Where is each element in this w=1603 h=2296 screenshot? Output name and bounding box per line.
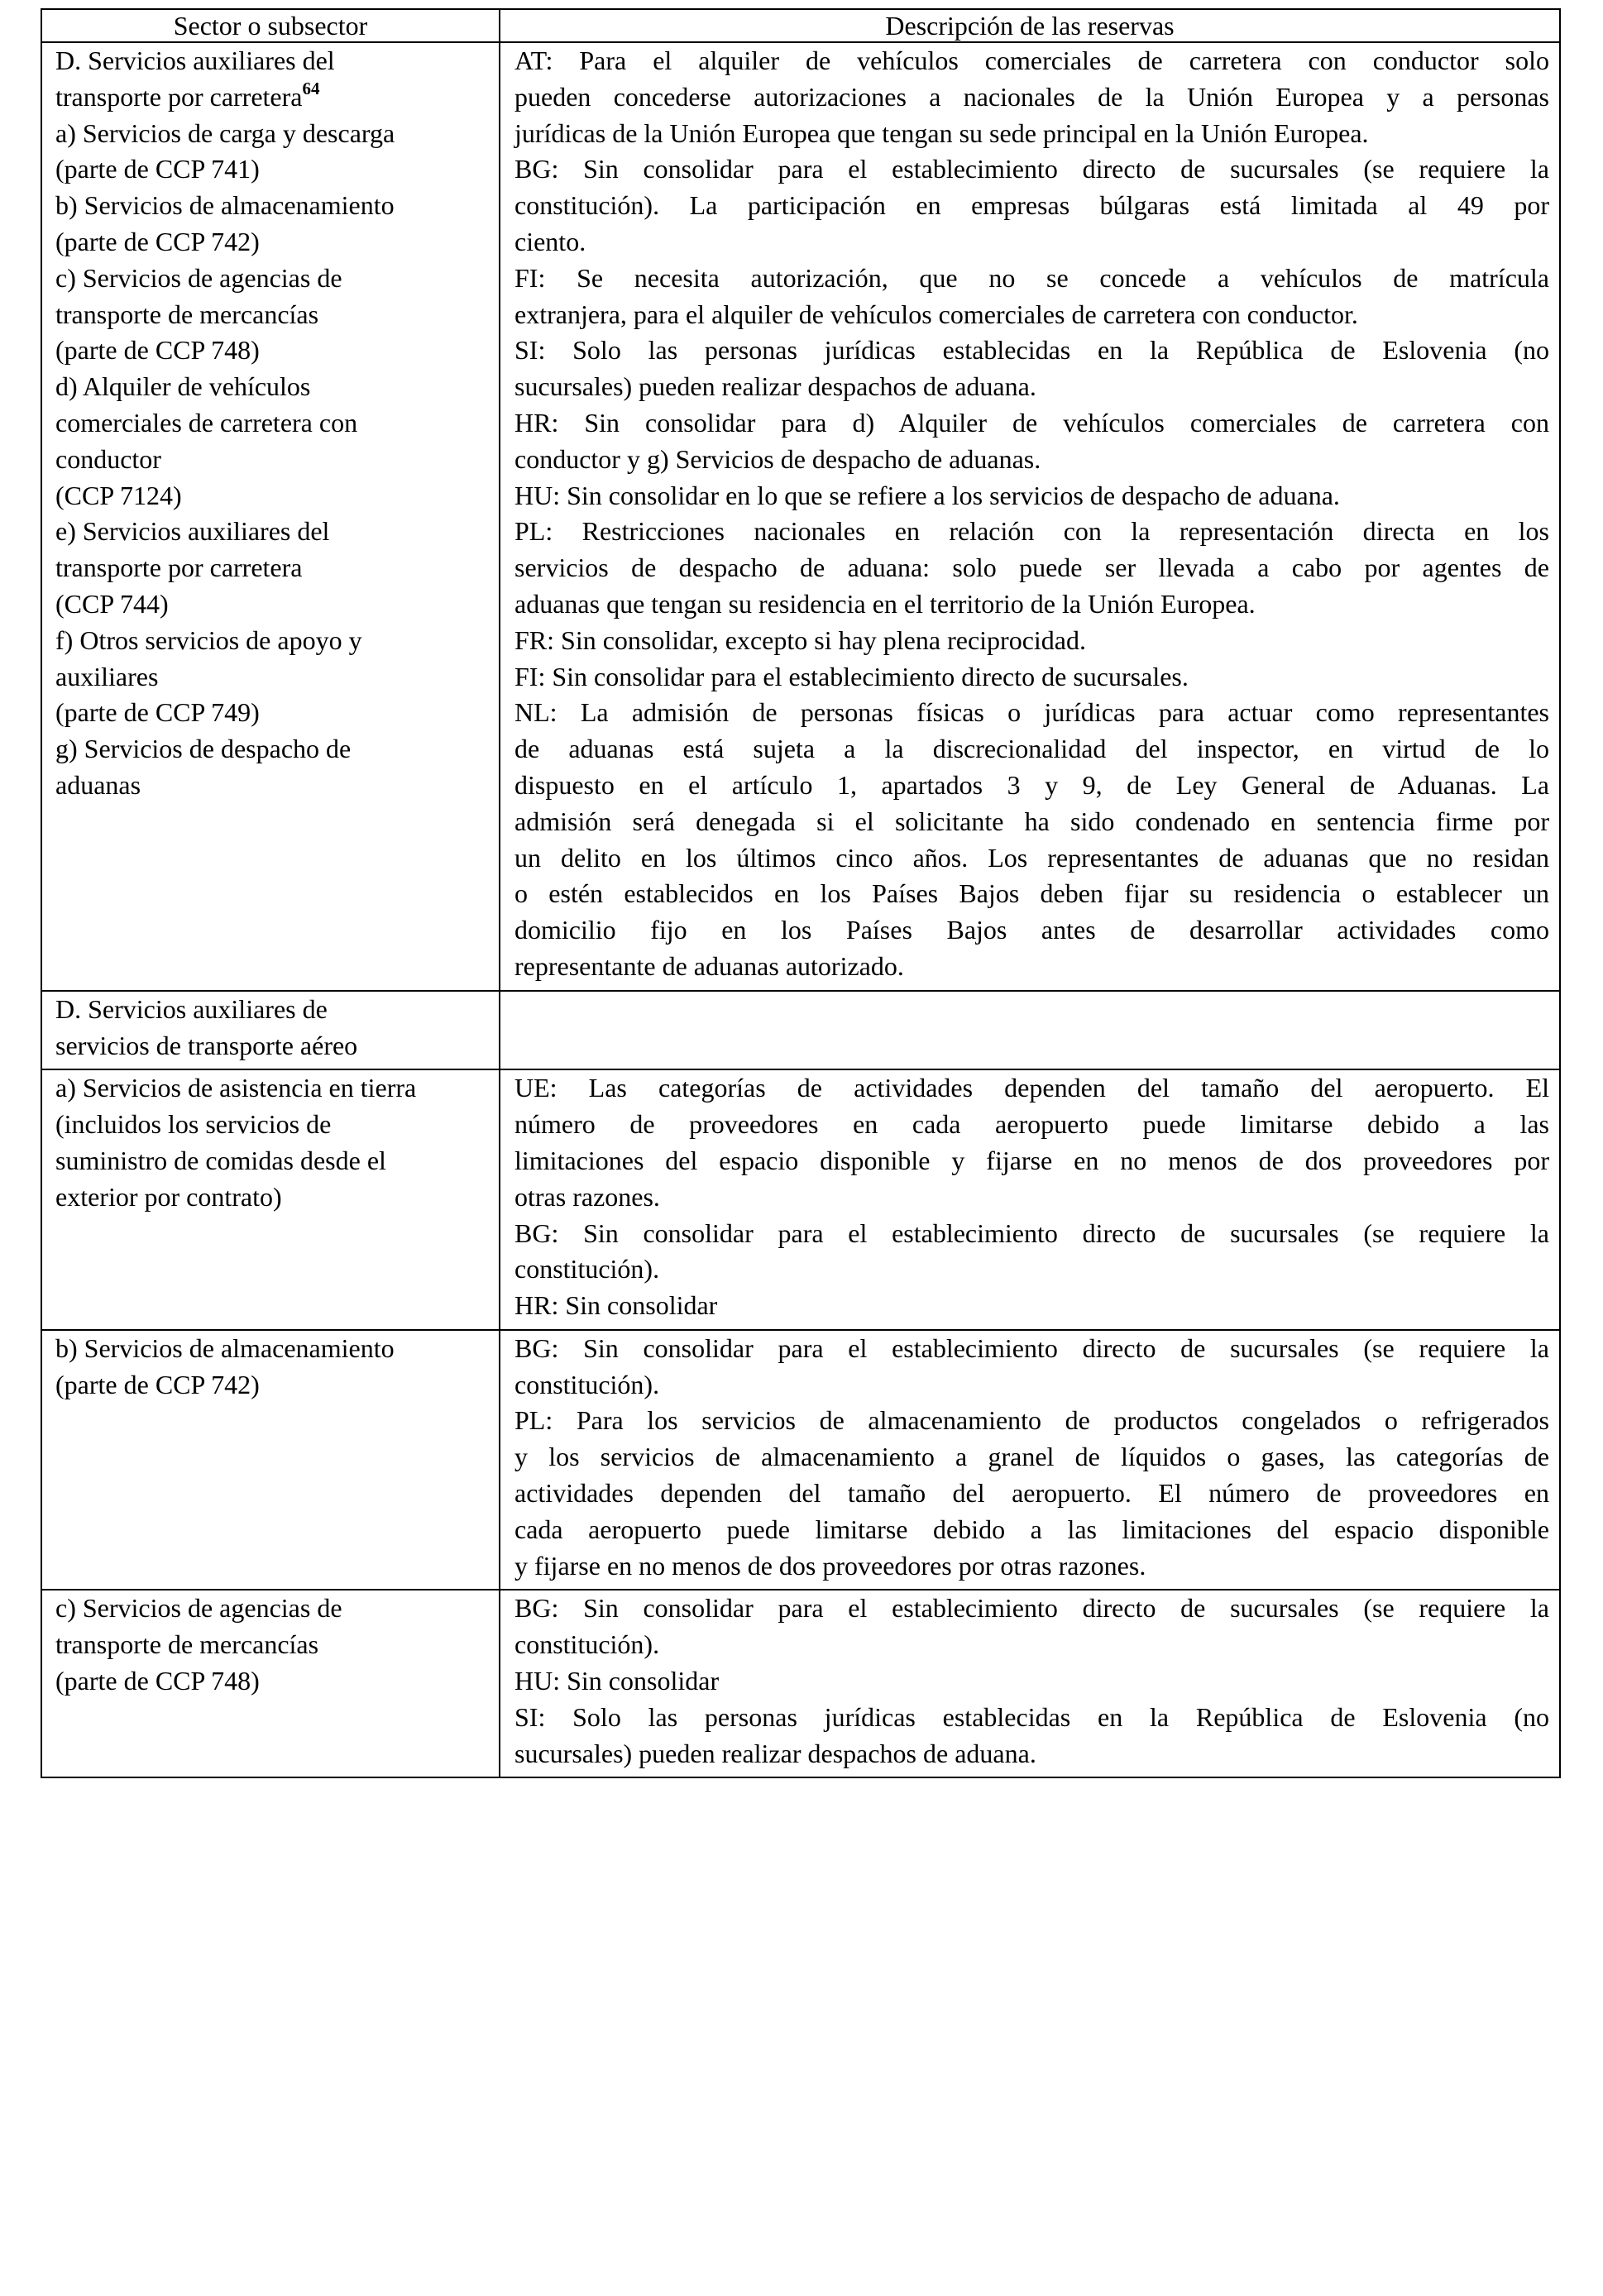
description-line: de aduanas está sujeta a la discrecionalidad del inspector, en virtud de lo [514,734,1549,764]
description-line: HR: Sin consolidar [514,1290,718,1321]
sector-line [55,1590,484,1627]
description-line: UE: Las categorías de actividades dependen del tamaño del aeropuerto. El [514,1073,1549,1103]
sector-line-text: f) Otros servicios de apoyo y [55,624,362,655]
sector-line-text: (incluidos los servicios de [55,1109,332,1140]
sector-line [55,1028,484,1064]
table-row [41,991,1560,1070]
sector-line-text: auxiliares [55,661,159,691]
sector-line [55,297,484,333]
sector-line-text: c) Servicios de agencias de [55,1593,342,1624]
description-line: actividades dependen del tamaño del aeropuerto. El número de proveedores en [514,1478,1549,1509]
sector-line [55,369,484,405]
description-line: constitución). [514,1254,660,1284]
sector-line [55,731,484,768]
description-line: extranjera, para el alquiler de vehículos comerciales de carretera con conductor. [514,299,1358,329]
table-row [41,1330,1560,1590]
sector-line [55,1331,484,1367]
description-line: representante de aduanas autorizado. [514,950,904,981]
description-line: BG: Sin consolidar para el establecimiento directo de sucursales (se requiere la [514,1332,1549,1363]
description-line: HR: Sin consolidar para d) Alquiler de vehículos comerciales de carretera con [514,407,1549,438]
description-cell [500,1590,1560,1777]
description-line: constitución). [514,1369,660,1399]
sector-line [55,151,484,188]
description-line: FI: Se necesita autorización, que no se concede a vehículos de matrícula [514,262,1549,293]
description-line: sucursales) pueden realizar despachos de aduana. [514,1738,1036,1768]
sector-line-text: g) Servicios de despacho de [55,734,352,764]
description-line: SI: Solo las personas jurídicas establecidas en la República de Eslovenia (no [514,1701,1549,1732]
description-cell [500,991,1560,1070]
sector-cell [41,1590,500,1777]
sector-line-text: transporte de mercancías [55,1629,319,1660]
description-line: servicios de despacho de aduana: solo puede ser llevada a cabo por agentes de [514,552,1549,583]
sector-line [55,224,484,261]
sector-line-text: comerciales de carretera con [55,407,358,438]
sector-line [55,1179,484,1216]
sector-line-text: (parte de CCP 742) [55,226,260,256]
description-line: constitución). [514,1629,660,1660]
description-line: aduanas que tengan su residencia en el territorio de la Unión Europea. [514,588,1256,619]
description-line: admisión será denegada si el solicitante ha sido condenado en sentencia firme por [514,806,1549,836]
sector-line-text: D. Servicios auxiliares de [55,993,328,1024]
description-line: SI: Solo las personas jurídicas establecidas en la República de Eslovenia (no [514,335,1549,366]
sector-line-text: (parte de CCP 741) [55,154,260,184]
description-line: PL: Para los servicios de almacenamiento de productos congelados o refrigerados [514,1405,1549,1436]
description-line: y los servicios de almacenamiento a granel de líquidos o gases, las categorías de [514,1442,1549,1472]
sector-line [55,514,484,550]
sector-line-text: b) Servicios de almacenamiento [55,190,395,221]
sector-line [55,1107,484,1143]
description-line: ciento. [514,226,586,256]
header-sector: Sector o subsector [41,9,500,42]
description-line: dispuesto en el artículo 1, apartados 3 y 9, de Ley General de Aduanas. La [514,769,1549,800]
sector-cell [41,991,500,1070]
description-line: y fijarse en no menos de dos proveedores por otras razones. [514,1550,1146,1581]
table-row [41,1069,1560,1330]
description-line: limitaciones del espacio disponible y fijarse en no menos de dos proveedores por [514,1145,1549,1175]
sector-line [55,1143,484,1179]
sector-cell [41,1330,500,1590]
sector-line-text: exterior por contrato) [55,1181,282,1212]
footnote-marker: 64 [302,79,320,99]
sector-line-text: a) Servicios de asistencia en tierra [55,1073,417,1103]
sector-line-text: b) Servicios de almacenamiento [55,1332,395,1363]
sector-line-text: e) Servicios auxiliares del [55,516,330,547]
sector-line-text: c) Servicios de agencias de [55,262,342,293]
sector-line [55,550,484,586]
sector-line [55,116,484,152]
description-line: sucursales) pueden realizar despachos de aduana. [514,371,1036,402]
sector-line-text: (parte de CCP 749) [55,697,260,728]
description-cell [500,1069,1560,1330]
description-line: FI: Sin consolidar para el establecimiento directo de sucursales. [514,661,1189,691]
description-line: pueden concederse autorizaciones a nacionales de la Unión Europea y a personas [514,81,1549,112]
sector-line-text: (parte de CCP 748) [55,1666,260,1696]
description-line: un delito en los últimos cinco años. Los representantes de aduanas que no residan [514,842,1549,873]
sector-line-text: (CCP 7124) [55,480,182,510]
description-line: BG: Sin consolidar para el establecimiento directo de sucursales (se requiere la [514,154,1549,184]
sector-line-text: D. Servicios auxiliares del [55,45,335,75]
sector-line-text: transporte de mercancías [55,299,319,329]
description-line: otras razones. [514,1181,660,1212]
sector-line-text: transporte por carretera [55,81,303,112]
reservations-table [41,8,1561,1778]
sector-line [55,478,484,514]
table-body [41,42,1560,1777]
sector-line-text: transporte por carretera [55,552,303,583]
header-row [41,9,1560,42]
sector-line-text: a) Servicios de carga y descarga [55,117,395,148]
sector-line [55,992,484,1028]
sector-line-text: servicios de transporte aéreo [55,1030,358,1060]
description-line: NL: La admisión de personas físicas o jurídicas para actuar como representantes [514,697,1549,728]
sector-line-text: suministro de comidas desde el [55,1145,386,1175]
sector-cell [41,42,500,991]
sector-line [55,1627,484,1663]
description-cell [500,1330,1560,1590]
header-description: Descripción de las reservas [500,9,1560,42]
sector-line-text: (CCP 744) [55,588,169,619]
table-row [41,42,1560,991]
sector-line-text: conductor [55,443,161,474]
sector-line-text: aduanas [55,769,141,800]
description-line: PL: Restricciones nacionales en relación con la representación directa en los [514,516,1549,547]
sector-line [55,79,484,116]
sector-line [55,1070,484,1107]
sector-line [55,442,484,478]
sector-line-text: (parte de CCP 742) [55,1369,260,1399]
sector-line [55,623,484,659]
sector-line [55,768,484,804]
sector-line-text: (parte de CCP 748) [55,335,260,366]
sector-line [55,1367,484,1404]
description-cell [500,42,1560,991]
description-line: HU: Sin consolidar en lo que se refiere a los servicios de despacho de aduana. [514,480,1340,510]
sector-line [55,405,484,442]
table-row [41,1590,1560,1777]
sector-line [55,586,484,623]
description-line: constitución). La participación en empresas búlgaras está limitada al 49 por [514,190,1549,221]
description-line: número de proveedores en cada aeropuerto puede limitarse debido a las [514,1109,1549,1140]
sector-line [55,43,484,79]
description-line: cada aeropuerto puede limitarse debido a las limitaciones del espacio disponible [514,1514,1549,1544]
description-line: jurídicas de la Unión Europea que tengan su sede principal en la Unión Europea. [514,117,1369,148]
sector-line [55,659,484,696]
description-line: BG: Sin consolidar para el establecimiento directo de sucursales (se requiere la [514,1217,1549,1248]
sector-line-text: d) Alquiler de vehículos [55,371,311,402]
description-line: BG: Sin consolidar para el establecimiento directo de sucursales (se requiere la [514,1593,1549,1624]
description-line: conductor y g) Servicios de despacho de aduanas. [514,443,1041,474]
description-line: FR: Sin consolidar, excepto si hay plena reciprocidad. [514,624,1086,655]
sector-line [55,332,484,369]
description-line: HU: Sin consolidar [514,1666,720,1696]
sector-line [55,261,484,297]
description-line: o estén establecidos en los Países Bajos deben fijar su residencia o establecer un [514,878,1549,909]
sector-cell [41,1069,500,1330]
sector-line [55,188,484,224]
sector-line [55,1663,484,1700]
sector-line [55,695,484,731]
description-line: domicilio fijo en los Países Bajos antes de desarrollar actividades como [514,915,1549,945]
description-line: AT: Para el alquiler de vehículos comerciales de carretera con conductor solo [514,45,1549,75]
